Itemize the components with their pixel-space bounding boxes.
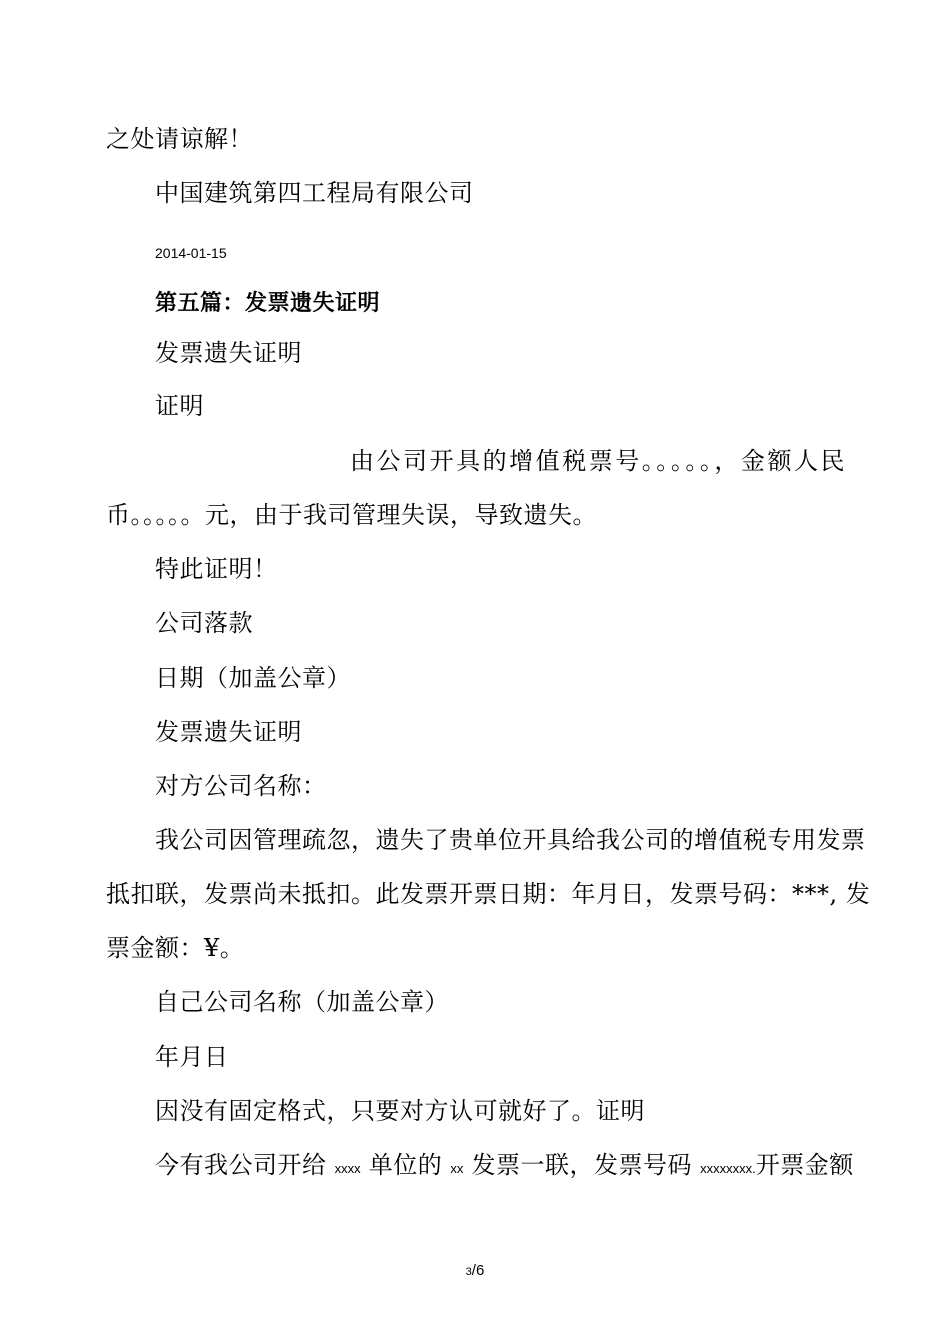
- page-total: /6: [471, 1262, 485, 1279]
- hereby-proof: 特此证明！: [155, 555, 278, 583]
- format-note: 因没有固定格式，只要对方认可就好了。证明: [155, 1097, 645, 1125]
- date-seal: 日期（加盖公章）: [155, 664, 351, 692]
- year-month-day: 年月日: [155, 1043, 229, 1071]
- own-company-seal: 自己公司名称（加盖公章）: [155, 988, 449, 1016]
- title-invoice-loss-2: 发票遗失证明: [155, 718, 302, 746]
- page-number: [0, 1262, 950, 1279]
- title-invoice-loss-1: 发票遗失证明: [155, 339, 302, 367]
- counterparty-name: 对方公司名称：: [155, 772, 327, 800]
- body-paragraph-1b: 币。。。。。元，由于我司管理失误，导致遗失。: [106, 501, 597, 529]
- body-3-placeholder-1: xxxx: [334, 1161, 361, 1176]
- paragraph-continuation: 之处请谅解！: [106, 125, 253, 153]
- body-3-text-1: 今有我公司开给: [155, 1151, 335, 1179]
- body-paragraph-2c: 票金额：¥。: [106, 934, 245, 962]
- body-paragraph-2a: 我公司因管理疏忽，遗失了贵单位开具给我公司的增值税专用发票: [155, 826, 866, 854]
- proof-word: 证明: [155, 392, 204, 420]
- section-heading: 第五篇：发票遗失证明: [155, 291, 381, 316]
- body-3-placeholder-3: xxxxxxxx.: [700, 1161, 756, 1176]
- body-3-text-3: 发票一联，发票号码: [463, 1151, 701, 1179]
- date-text: 2014-01-15: [155, 245, 227, 261]
- body-3-placeholder-2: xx: [450, 1161, 464, 1176]
- page-current: 3: [465, 1266, 472, 1278]
- body-3-text-4: 开票金额: [755, 1151, 854, 1179]
- company-name: 中国建筑第四工程局有限公司: [155, 179, 474, 207]
- body-paragraph-2b: 抵扣联，发票尚未抵扣。此发票开票日期：年月日，发票号码：***, 发: [106, 880, 871, 908]
- body-paragraph-1a: 由公司开具的增值税票号。。。。。，金额人民: [350, 447, 845, 475]
- body-3-text-2: 单位的: [360, 1151, 451, 1179]
- body-paragraph-3: [155, 1149, 854, 1185]
- company-signature: 公司落款: [155, 609, 253, 637]
